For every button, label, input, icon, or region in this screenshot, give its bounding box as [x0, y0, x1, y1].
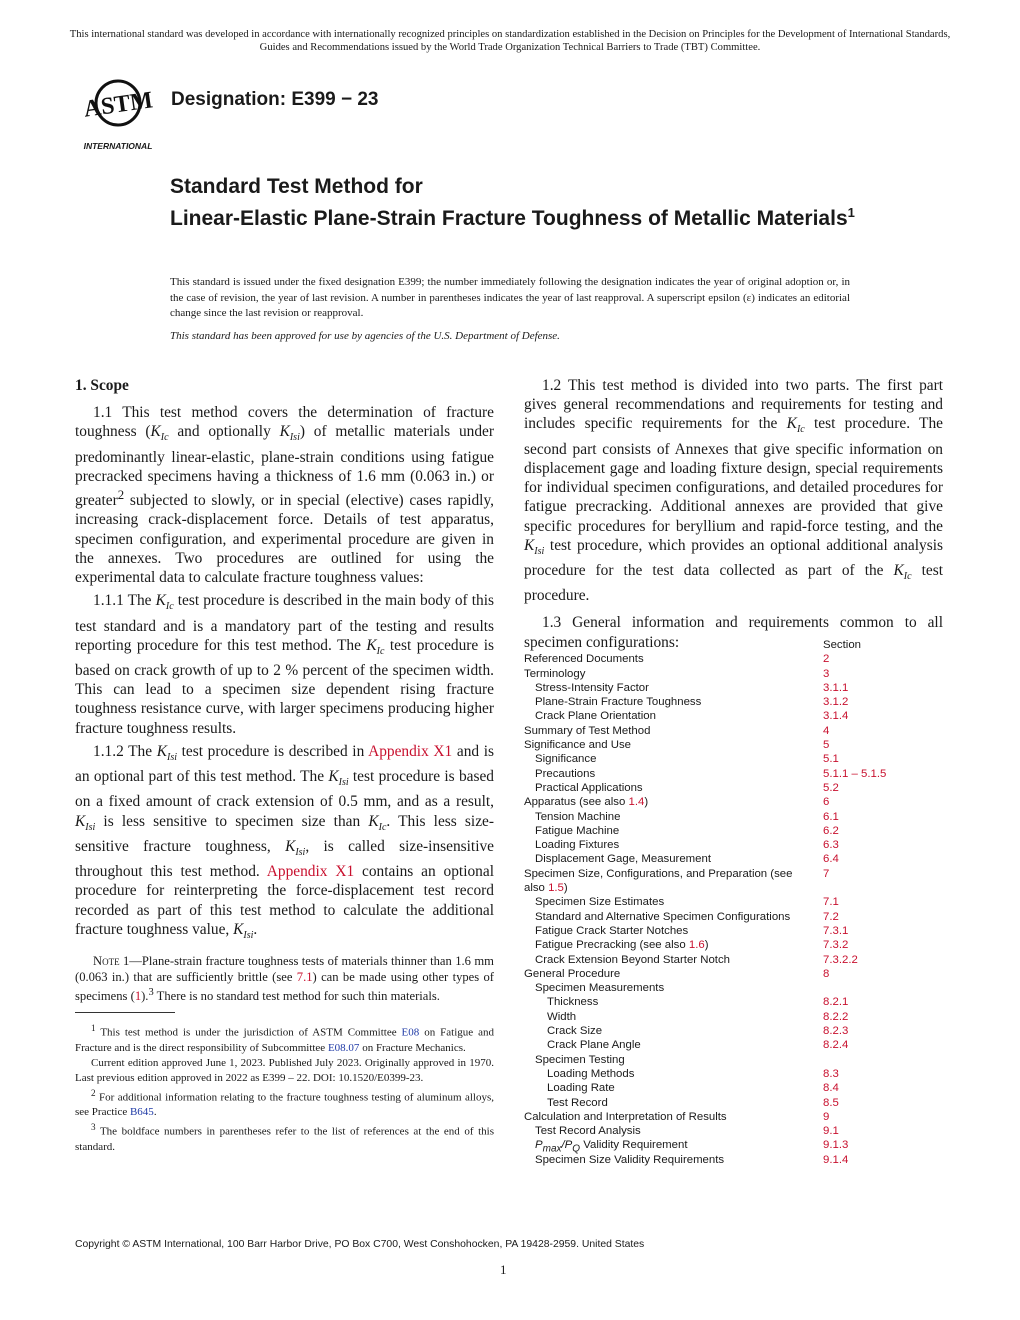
- toc-section-link[interactable]: 7.3.1: [823, 924, 849, 937]
- appendix-x1-link[interactable]: Appendix X1: [368, 742, 453, 760]
- paragraph-1-1-2: 1.1.2 The $K_{Isi}$ test procedure is described in Appendix X1 and is an optional part of this test method. The $K_{Isi}$ test procedure is based on a fixed amount of crack extension of 0.5 mm, and as a result, $K_{Isi}$ is less sensitive to specimen size than $K_{Ic}$. This less size-sensitive fracture toughness, $K_{Isi}$, is called size-insensitive throughout this test method. Appendix X1 contains an optional procedure for reinterpreting the force-displacement test record recorded as part of this test method to calculate the additional fracture toughness value, $K_{Isi}$.: [75, 742, 495, 941]
- toc-section-link[interactable]: 5: [823, 739, 830, 752]
- toc-row: [524, 910, 944, 924]
- toc-section-link[interactable]: 5.1.1 – 5.1.5: [823, 767, 887, 780]
- footnote-3: $^3$ The boldface numbers in parentheses refer to the list of references at the end of this standard.: [75, 1122, 494, 1153]
- logo-subtext: INTERNATIONAL: [83, 141, 153, 151]
- footnote-divider: [75, 1012, 175, 1013]
- designation: Designation: E399 − 23: [171, 89, 379, 110]
- toc-row: [524, 667, 944, 681]
- subcommittee-e08-07-link[interactable]: E08.07: [327, 1041, 360, 1054]
- toc-row: [524, 1110, 944, 1124]
- toc-label: Tension Machine: [535, 810, 621, 823]
- toc-label: Loading Methods: [547, 1067, 635, 1080]
- toc-row: [524, 695, 944, 709]
- toc-row: [524, 709, 944, 723]
- toc-row: [524, 838, 944, 852]
- toc-section-link[interactable]: 8.5: [823, 1096, 839, 1109]
- footnote-2: $^2$ For additional information relating to the fracture toughness testing of aluminum alloys, see Practice B645.: [75, 1087, 494, 1119]
- toc-label: Referenced Documents: [524, 653, 644, 666]
- toc-label: Significance and Use: [524, 739, 632, 752]
- section-7-1-link[interactable]: 7.1: [296, 970, 313, 985]
- paragraph-1-2: 1.2 This test method is divided into two parts. The first part gives general recommendations and requirements for testing and includes specific requirements for the $K_{Ic}$ test procedure. The second part consists of Annexes that give specific information on displacement gage and loading fixture design, special requirements for individual specimen configurations, and detailed procedures for fatigue precracking. Additional annexes are provided that give specific procedures for beryllium and rapid-force testing, and the $K_{Isi}$ test procedure, which provides an optional additional analysis procedure for the test data collected as part of the $K_{Ic}$ test procedure.: [524, 377, 943, 605]
- toc-label: Standard and Alternative Specimen Configurations: [535, 910, 791, 923]
- toc-section-link[interactable]: 8.2.1: [823, 996, 849, 1009]
- toc-label: Specimen Size Validity Requirements: [535, 1153, 725, 1166]
- paragraph-1-1-1: 1.1.1 The $K_{Ic}$ test procedure is described in the main body of this test standard and is a mandatory part of the testing and results reporting procedure for this test method. The $K_{Ic}$ test procedure is based on crack growth of up to 2 % percent of the specimen width. This can lead to a specimen size dependent rising fracture toughness resistance curve, with larger specimens producing higher fracture toughness results.: [75, 592, 494, 737]
- toc-row: [524, 724, 944, 738]
- toc-section-link[interactable]: 7.1: [823, 896, 839, 909]
- toc-section-link[interactable]: 3: [823, 667, 830, 680]
- toc-section-link[interactable]: 7.2: [823, 910, 839, 923]
- left-column: [75, 376, 494, 1004]
- astm-logo: [76, 78, 160, 151]
- toc-label: Stress-Intensity Factor: [535, 681, 649, 694]
- toc-row: [524, 1024, 944, 1038]
- toc-section-link[interactable]: 7: [823, 867, 830, 880]
- toc-row: [524, 781, 944, 795]
- footnote-1: $^1$ This test method is under the jurisdiction of ASTM Committee E08 on Fatigue and Fracture and is the direct responsibility of Subcommittee E08.07 on Fracture Mechanics.: [75, 1023, 494, 1054]
- toc-row: [524, 867, 944, 896]
- toc-label: Specimen Size Estimates: [535, 896, 665, 909]
- toc-section-link[interactable]: 3.1.1: [823, 681, 849, 694]
- toc-row: [524, 652, 944, 666]
- toc-label: Plane-Strain Fracture Toughness: [535, 696, 702, 709]
- toc-label: $P_{max}/P_Q$ Validity Requirement: [535, 1139, 688, 1155]
- toc-row: [524, 681, 944, 695]
- toc-label: Width: [547, 1010, 577, 1023]
- toc-row: [524, 852, 944, 866]
- toc-label: Displacement Gage, Measurement: [535, 853, 712, 866]
- toc-row: [524, 995, 944, 1009]
- toc-label: Loading Rate: [547, 1082, 615, 1095]
- section-table: [524, 638, 944, 1167]
- page-number: 1: [500, 1262, 507, 1277]
- standardization-notice: This international standard was developed in accordance with internationally recognized principles on standardization established in the Decision on Principles for the Development of International Standards, Guides and Recommendations issued by the World Trade Organization Technical Barriers to Trade (TBT) Committee.: [69, 29, 951, 53]
- paragraph-1-1: 1.1 This test method covers the determination of fracture toughness ($K_{Ic}$ and optionally $K_{Isi}$) of metallic materials under predominantly linear-elastic, plane-strain conditions using fatigue precracked specimens having a thickness of 1.6 mm (0.063 in.) or greater$^2$ subjected to slowly, or in special (elective) cases rapidly, increasing crack-displacement force. Details of test apparatus, specimen configuration, and experimental procedure are given in the annexes. Two procedures are outlined for using the experimental data to calculate fracture toughness values:: [75, 404, 494, 587]
- toc-section-link[interactable]: 8: [823, 967, 830, 980]
- toc-row: [524, 767, 944, 781]
- toc-section-link[interactable]: 8.2.3: [823, 1025, 849, 1038]
- toc-section-link[interactable]: 6.4: [823, 853, 839, 866]
- footnotes: [75, 1021, 494, 1155]
- toc-section-link[interactable]: 9: [823, 1110, 830, 1123]
- toc-row: [524, 1096, 944, 1110]
- toc-header: Section: [823, 639, 861, 651]
- copyright: Copyright © ASTM International, 100 Barr Harbor Drive, PO Box C700, West Conshohocken, PA 19428-2959. United States: [75, 1239, 645, 1250]
- toc-section-link[interactable]: 7.3.2.2: [823, 953, 858, 966]
- toc-label: Thickness: [547, 996, 599, 1009]
- toc-row: [524, 1153, 944, 1167]
- preamble: This standard is issued under the fixed designation E399; the number immediately following the designation indicates the year of original adoption or, in the case of revision, the year of last revision. A number in parentheses indicates the year of last reapproval. A superscript epsilon (ε) indicates an editorial change since the last revision or reapproval.: [170, 276, 850, 319]
- toc-row: [524, 824, 944, 838]
- logo-letters: ASTM: [82, 87, 155, 123]
- toc-section-link[interactable]: 8.4: [823, 1082, 839, 1095]
- toc-section-link[interactable]: 8.2.2: [823, 1010, 849, 1023]
- toc-row: [524, 1038, 944, 1052]
- reference-1-link[interactable]: 1: [134, 989, 142, 1004]
- toc-label: Apparatus (see also 1.4): [524, 796, 649, 809]
- toc-label: Crack Plane Orientation: [535, 710, 656, 723]
- toc-row: [524, 752, 944, 766]
- footnote-edition: Current edition approved June 1, 2023. Published July 2023. Originally approved in 1970. Last previous edition approved in 2022 as E399 – 22. DOI: 10.1520/E0399-23.: [75, 1056, 494, 1084]
- toc-section-link[interactable]: 9.1.4: [823, 1153, 849, 1166]
- toc-section-link[interactable]: 7.3.2: [823, 939, 849, 952]
- toc-label: Crack Extension Beyond Starter Notch: [535, 953, 730, 966]
- toc-label: Terminology: [524, 667, 586, 680]
- toc-section-link[interactable]: 6.3: [823, 839, 839, 852]
- toc-row: [524, 895, 944, 909]
- toc-section-link[interactable]: 5.2: [823, 781, 839, 794]
- toc-section-link[interactable]: 3.1.4: [823, 710, 849, 723]
- toc-label: Fatigue Precracking (see also 1.6): [535, 939, 709, 952]
- toc-label: Precautions: [535, 767, 596, 780]
- toc-row: [524, 981, 944, 995]
- paragraph-1-3: 1.3 General information and requirements common to all specimen configurations:: [524, 614, 943, 651]
- toc-row: [524, 967, 944, 981]
- toc-label: Specimen Size, Configurations, and Preparation (see also 1.5): [524, 867, 793, 895]
- footnote-ref[interactable]: 2: [117, 488, 125, 503]
- toc-section-link[interactable]: 9.1: [823, 1125, 839, 1138]
- title-footnote-mark: 1: [847, 205, 855, 220]
- toc-label: Crack Plane Angle: [547, 1039, 641, 1052]
- toc-section-link[interactable]: 6: [823, 796, 830, 809]
- toc-row: [524, 1053, 944, 1067]
- toc-label: Test Record: [547, 1096, 608, 1109]
- toc-label: Crack Size: [547, 1025, 603, 1038]
- toc-label: Calculation and Interpretation of Results: [524, 1110, 727, 1123]
- document-title: [170, 174, 870, 232]
- toc-inline-link[interactable]: 1.6: [688, 939, 705, 952]
- toc-label: Practical Applications: [535, 781, 643, 794]
- committee-e08-link[interactable]: E08: [401, 1026, 420, 1039]
- toc-label: Fatigue Machine: [535, 824, 620, 837]
- astm-logo-icon: [76, 78, 160, 142]
- appendix-x1-link[interactable]: Appendix X1: [266, 863, 355, 881]
- toc-section-link[interactable]: 5.1: [823, 753, 839, 766]
- toc-section-link[interactable]: 3.1.2: [823, 696, 849, 709]
- toc-label: Specimen Measurements: [535, 982, 665, 995]
- toc-row: [524, 738, 944, 752]
- toc-row: [524, 924, 944, 938]
- section-heading-scope: 1. Scope: [75, 377, 129, 394]
- toc-label: Summary of Test Method: [524, 724, 651, 737]
- toc-section-link[interactable]: 8.2.4: [823, 1039, 849, 1052]
- toc-label: Specimen Testing: [535, 1053, 625, 1066]
- toc-row: [524, 1067, 944, 1081]
- toc-row: [524, 1081, 944, 1095]
- toc-section-link[interactable]: 4: [823, 724, 830, 737]
- toc-section-link[interactable]: 8.3: [823, 1067, 839, 1080]
- toc-section-link[interactable]: 2: [823, 653, 830, 666]
- note-1: Note 1—Plane-strain fracture toughness tests of materials thinner than 1.6 mm (0.063 in.) that are sufficiently brittle (see 7.1) can be made using other types of specimens (1).$^3$ There is no standard test method for such thin materials.: [75, 954, 494, 1004]
- toc-row: [524, 1010, 944, 1024]
- toc-row: [524, 795, 944, 809]
- toc-section-link[interactable]: 9.1.3: [823, 1139, 849, 1152]
- toc-label: Test Record Analysis: [535, 1125, 641, 1138]
- toc-label: Loading Fixtures: [535, 839, 620, 852]
- defense-approval: This standard has been approved for use by agencies of the U.S. Department of Defense.: [170, 330, 560, 342]
- toc-row: [524, 1124, 944, 1138]
- title-line1: Standard Test Method for: [170, 175, 423, 198]
- practice-b645-link[interactable]: B645: [129, 1106, 154, 1119]
- toc-inline-link[interactable]: 1.5: [548, 882, 564, 895]
- toc-label: General Procedure: [524, 967, 621, 980]
- toc-inline-link[interactable]: 1.4: [628, 796, 645, 809]
- right-column: [524, 376, 943, 652]
- title-line2: Linear-Elastic Plane-Strain Fracture Toughness of Metallic Materials: [170, 207, 848, 230]
- toc-label: Fatigue Crack Starter Notches: [535, 924, 689, 937]
- toc-row: [524, 1138, 944, 1155]
- toc-row: [524, 938, 944, 952]
- toc-section-link[interactable]: 6.1: [823, 810, 839, 823]
- toc-row: [524, 810, 944, 824]
- toc-section-link[interactable]: 6.2: [823, 824, 839, 837]
- toc-row: [524, 953, 944, 967]
- toc-label: Significance: [535, 753, 597, 766]
